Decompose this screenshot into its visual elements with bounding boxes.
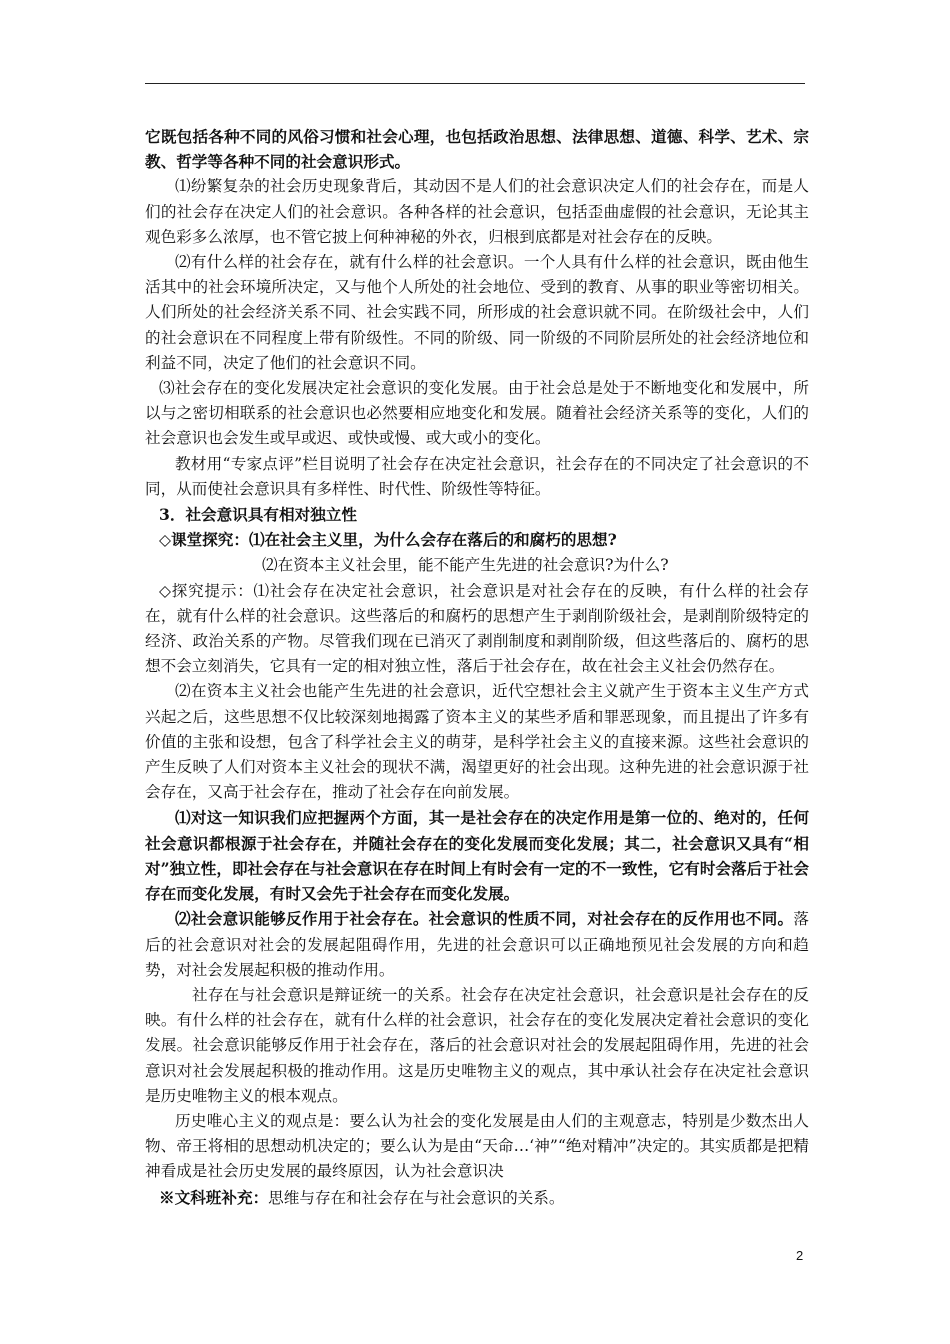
classroom-inquiry-text: ◇课堂探究：⑴在社会主义里，为什么会存在落后的和腐朽的思想? <box>159 530 617 550</box>
supplement-label: ※文科班补充： <box>159 1187 269 1207</box>
paragraph-point-3: ⑶社会存在的变化发展决定社会意识的变化发展。由于社会总是处于不断地变化和发展中，所以与之密切相联系的社会意识也必然要相应地变化和发展。随着社会经济关系等的变化，人们的社会意识也会发生或早或迟、或快或慢、或大或小的变化。 <box>145 379 809 448</box>
classroom-inquiry-q2: ⑵在资本主义社会里，能不能产生先进的社会意识?为什么? <box>262 556 669 575</box>
key-point-2 <box>145 906 809 983</box>
paragraph-point-1: ⑴纷繁复杂的社会历史现象背后，其动因不是人们的社会意识决定人们的社会存在，而是人们的社会存在决定人们的社会意识。各种各样的社会意识，包括歪曲虚假的社会意识，无论其主观色彩多么浓厚，也不管它披上何种神秘的外衣，归根到底都是对社会存在的反映。 <box>145 177 809 246</box>
header-rule <box>145 83 805 84</box>
paragraph-idealism: 历史唯心主义的观点是：要么认为社会的变化发展是由人们的主观意志，特别是少数杰出人物、帝王将相的思想动机决定的；要么认为是由“天命…‘神”“绝对精冲”决定的。其实质都是把精神看成是社会历史发展的最终原因，认为社会意识决 <box>145 1111 809 1181</box>
classroom-inquiry-q1 <box>145 527 809 553</box>
page-body <box>145 124 809 1211</box>
key-point-2-bold: ⑵社会意识能够反作用于社会存在。社会意识的性质不同，对社会存在的反作用也不同。 <box>175 909 794 929</box>
paragraph-intro: 它既包括各种不同的风俗习惯和社会心理，也包括政治思想、法律思想、道德、科学、艺术、宗教、哲学等各种不同的社会意识形式。 <box>145 127 809 172</box>
inquiry-hint-2: ⑵在资本主义社会也能产生先进的社会意识，近代空想社会主义就产生于资本主义生产方式兴起之后，这些思想不仅比较深刻地揭露了资本主义的某些矛盾和罪恶现象，而且提出了许多有价值的主张和设想，包含了科学社会主义的萌芽，是科学社会主义的直接来源。这些社会意识的产生反映了人们对资本主义社会的现状不满，渴望更好的社会出现。这种先进的社会意识源于社会存在，又高于社会存在，推动了社会存在向前发展。 <box>145 682 809 802</box>
paragraph-dialectical-unity: 社存在与社会意识是辩证统一的关系。社会存在决定社会意识，社会意识是社会存在的反映。有什么样的社会存在，就有什么样的社会意识，社会存在的变化发展决定着社会意识的变化发展。社会意识能够反作用于社会存在，落后的社会意识对社会的发展起阻碍作用，先进的社会意识对社会发展起积极的推动作用。这是历史唯物主义的观点，其中承认社会存在决定社会意识是历史唯物主义的根本观点。 <box>145 985 809 1105</box>
inquiry-hint-1: ◇探究提示：⑴社会存在决定社会意识，社会意识是对社会存在的反映，有什么样的社会存在，就有什么样的社会意识。这些落后的和腐朽的思想产生于剥削阶级社会，是剥削阶级特定的经济、政治关系的产物。尽管我们现在已消灭了剥削制度和剥削阶级，但这些落后的、腐朽的思想不会立刻消失，它具有一定的相对独立性，落后于社会存在，故在社会主义社会仍然存在。 <box>145 581 809 676</box>
paragraph-textbook-note: 教材用“专家点评”栏目说明了社会存在决定社会意识，社会存在的不同决定了社会意识的不同，从而使社会意识具有多样性、时代性、阶级性等特征。 <box>145 454 809 498</box>
supplement-line <box>145 1185 809 1211</box>
key-point-2-rest: 落后的社会意识对社会的发展起阻碍作用，先进的社会意识可以正确地预见社会发展的方向和趋势，对社会发展起积极的推动作用。 <box>145 910 809 979</box>
paragraph-point-2: ⑵有什么样的社会存在，就有什么样的社会意识。一个人具有什么样的社会意识，既由他生活其中的社会环境所决定，又与他个人所处的社会地位、受到的教育、从事的职业等密切相关。人们所处的社会经济关系不同、社会实践不同，所形成的社会意识就不同。在阶级社会中，人们的社会意识在不同程度上带有阶级性。不同的阶级、同一阶级的不同阶层所处的社会经济地位和利益不同，决定了他们的社会意识不同。 <box>145 253 809 372</box>
page-number: 2 <box>796 1248 804 1263</box>
key-point-1: ⑴对这一知识我们应把握两个方面，其一是社会存在的决定作用是第一位的、绝对的，任何社会意识都根源于社会存在，并随社会存在的变化发展而变化发展；其二，社会意识又具有“相对”独立性，即社会存在与社会意识在存在时间上有时会有一定的不一致性，它有时会落后于社会存在而变化发展，有时又会先于社会存在而变化发展。 <box>145 808 809 904</box>
section-heading: 3．社会意识具有相对独立性 <box>159 505 357 525</box>
supplement-text: 思维与存在和社会存在与社会意识的关系。 <box>268 1188 565 1207</box>
